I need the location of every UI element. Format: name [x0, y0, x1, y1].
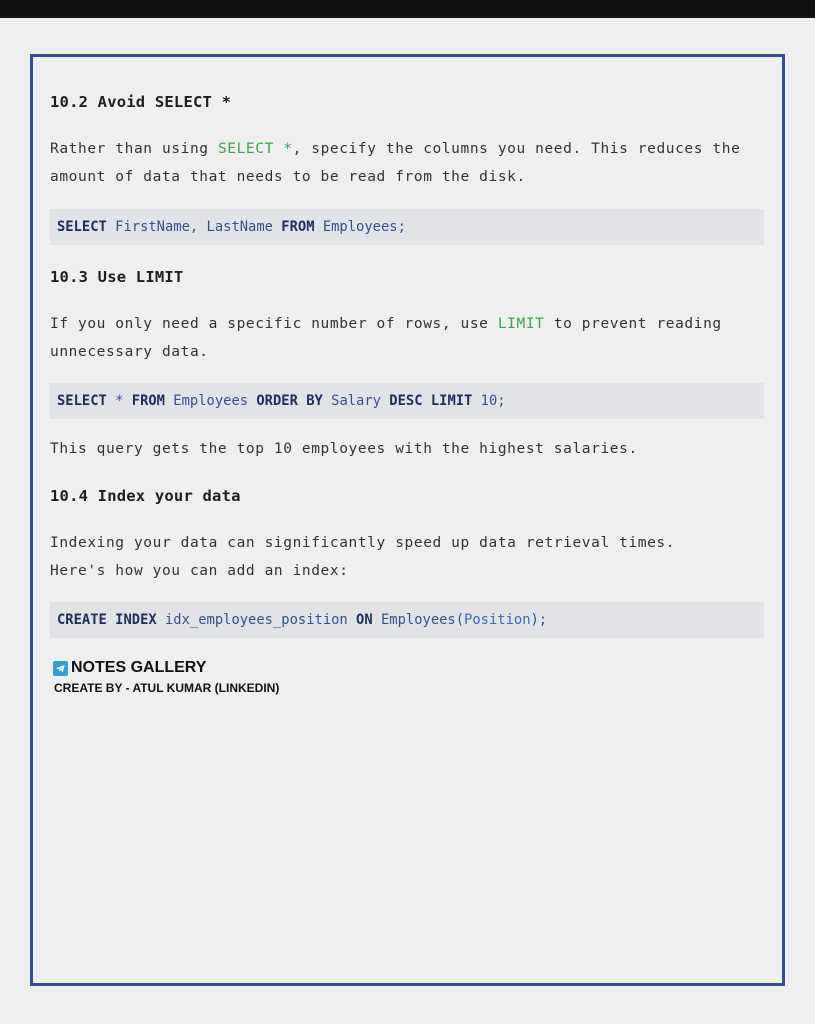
code-block-select-columns: SELECT FirstName, LastName FROM Employees;	[50, 209, 764, 245]
section-heading-index-data: 10.4 Index your data	[50, 487, 241, 505]
inline-code-select-star: SELECT *	[217, 141, 293, 157]
section-heading-use-limit: 10.3 Use LIMIT	[50, 268, 184, 286]
footer-brand	[53, 659, 206, 677]
section-paragraph-use-limit: If you only need a specific number of rows, use LIMIT to prevent reading unnecessary data.	[50, 316, 732, 360]
section-heading-avoid-select: 10.2 Avoid SELECT *	[50, 93, 232, 111]
inline-code-limit: LIMIT	[497, 316, 545, 332]
code-block-select-limit: SELECT * FROM Employees ORDER BY Salary DESC LIMIT 10;	[50, 383, 764, 419]
footer-title: NOTES GALLERY	[71, 659, 207, 676]
section-paragraph-avoid-select: Rather than using SELECT *, specify the columns you need. This reduces the amount of data that needs to be read from the disk.	[50, 141, 750, 185]
top-bar	[0, 0, 815, 18]
code-block-create-index: CREATE INDEX idx_employees_position ON Employees(Position);	[50, 602, 764, 638]
footer-credit: CREATE BY - ATUL KUMAR (LINKEDIN)	[54, 681, 280, 695]
section-note-use-limit: This query gets the top 10 employees with the highest salaries.	[50, 441, 638, 457]
section-paragraph-index-data: Indexing your data can significantly speed up data retrieval times. Here's how you can add an index:	[50, 535, 676, 579]
telegram-icon	[53, 661, 68, 676]
page-frame	[30, 54, 785, 986]
